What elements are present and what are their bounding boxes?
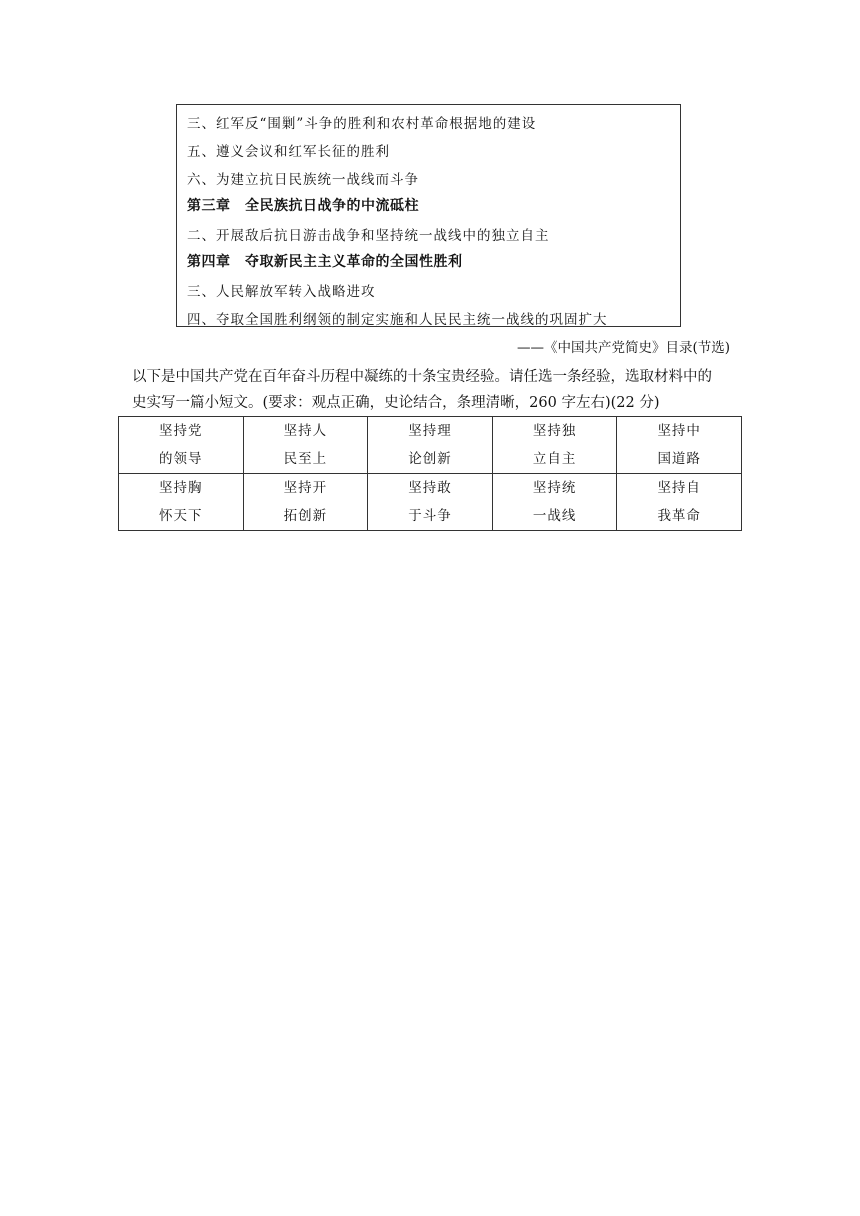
cell-line: 于斗争 xyxy=(408,508,452,524)
cell-line: 立自主 xyxy=(532,451,577,467)
toc-excerpt-box xyxy=(176,104,681,327)
cell-line: 民至上 xyxy=(283,451,328,467)
table-cell xyxy=(492,417,617,474)
table-cell xyxy=(617,474,742,531)
table-cell xyxy=(492,474,617,531)
table-cell xyxy=(617,417,742,474)
cell-line: 坚持开 xyxy=(283,480,328,496)
toc-chapter-heading: 第三章 全民族抗日战争的中流砥柱 xyxy=(187,198,419,214)
cell-line: 国道路 xyxy=(657,451,701,467)
toc-line: 三、红军反“围剿”斗争的胜利和农村革命根据地的建设 xyxy=(187,116,537,132)
cell-line: 坚持统 xyxy=(532,480,577,496)
cell-line: 坚持人 xyxy=(283,423,328,439)
toc-line: 二、开展敌后抗日游击战争和坚持统一战线中的独立自主 xyxy=(187,228,550,244)
table-row xyxy=(119,417,742,474)
table-cell xyxy=(119,474,244,531)
cell-line: 坚持自 xyxy=(657,480,701,496)
cell-line: 怀天下 xyxy=(159,508,203,524)
cell-line: 拓创新 xyxy=(283,508,328,524)
toc-chapter-heading: 第四章 夺取新民主主义革命的全国性胜利 xyxy=(187,254,463,270)
table-row xyxy=(119,474,742,531)
cell-line: 论创新 xyxy=(408,451,452,467)
cell-line: 一战线 xyxy=(532,508,577,524)
cell-line: 坚持敢 xyxy=(408,480,452,496)
cell-line: 坚持独 xyxy=(532,423,577,439)
toc-line: 六、为建立抗日民族统一战线而斗争 xyxy=(187,172,419,188)
table-cell xyxy=(119,417,244,474)
cell-line: 坚持中 xyxy=(657,423,701,439)
question-text-line-1: 以下是中国共产党在百年奋斗历程中凝练的十条宝贵经验。请任选一条经验，选取材料中的 xyxy=(132,369,712,385)
table-cell xyxy=(243,417,368,474)
experiences-table xyxy=(118,416,742,531)
table-cell xyxy=(243,474,368,531)
source-citation: ——《中国共产党简史》目录(节选) xyxy=(516,340,730,356)
question-text-line-2: 史实写一篇小短文。(要求：观点正确，史论结合，条理清晰，260 字左右)(22 分) xyxy=(132,395,660,411)
toc-line: 四、夺取全国胜利纲领的制定实施和人民民主统一战线的巩固扩大 xyxy=(187,312,608,328)
table-cell xyxy=(368,417,493,474)
cell-line: 我革命 xyxy=(657,508,701,524)
cell-line: 坚持理 xyxy=(408,423,452,439)
toc-line: 五、遵义会议和红军长征的胜利 xyxy=(187,144,390,160)
toc-line: 三、人民解放军转入战略进攻 xyxy=(187,284,376,300)
cell-line: 的领导 xyxy=(159,451,203,467)
cell-line: 坚持党 xyxy=(159,423,203,439)
cell-line: 坚持胸 xyxy=(159,480,203,496)
table-cell xyxy=(368,474,493,531)
